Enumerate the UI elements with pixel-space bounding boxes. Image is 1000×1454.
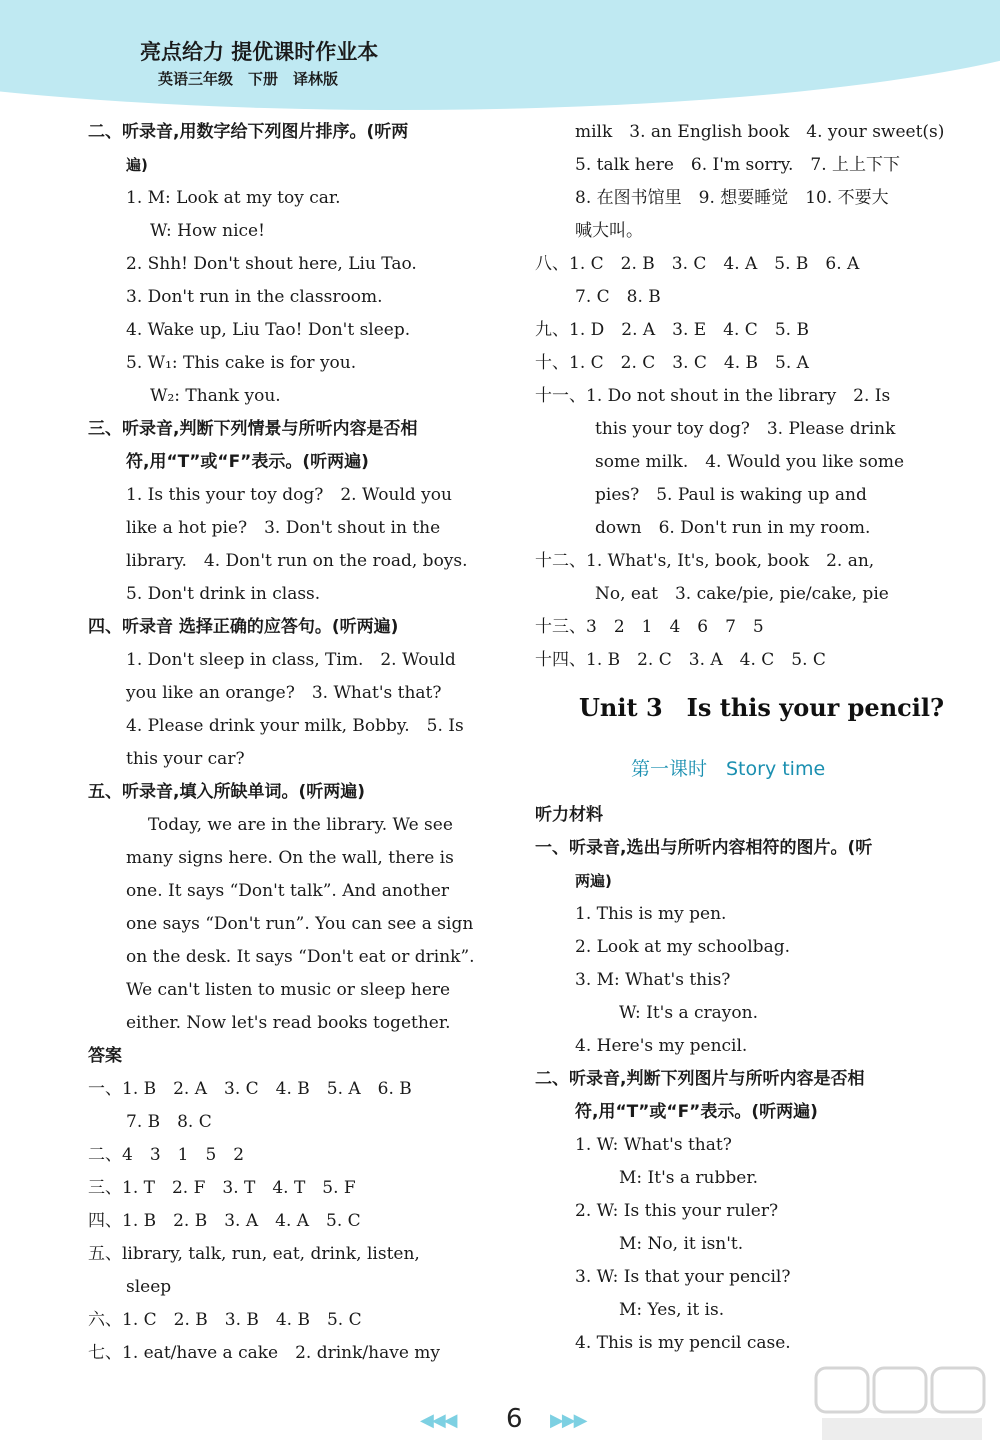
text-line: We can't listen to music or sleep here [126, 980, 451, 1000]
text-line: 一、1. B 2. A 3. C 4. B 5. A 6. B [88, 1079, 412, 1099]
text-line: sleep [126, 1277, 172, 1297]
text-line: library. 4. Don't run on the road, boys. [126, 551, 468, 571]
page-footer [420, 1404, 620, 1440]
text-line: 2. Look at my schoolbag. [575, 937, 790, 957]
text-line: 四、1. B 2. B 3. A 4. A 5. C [88, 1211, 361, 1231]
next-arrows-icon: ▶▶▶ [550, 1410, 586, 1431]
text-line: 5. Don't drink in class. [126, 584, 321, 604]
right-answers [535, 116, 947, 677]
text-line: W: How nice! [150, 221, 265, 241]
text-line: 1. W: What's that? [575, 1135, 732, 1155]
text-line: 1. This is my pen. [575, 904, 727, 924]
book-subtitle: 英语三年级 下册 译林版 [158, 70, 339, 88]
text-line: 三、1. T 2. F 3. T 4. T 5. F [88, 1178, 356, 1198]
book-title: 亮点给力 提优课时作业本 [140, 40, 379, 64]
text-line: 十二、1. What's, It's, book, book 2. an, [535, 551, 875, 571]
text-line: like a hot pie? 3. Don't shout in the [126, 518, 441, 538]
text-line: 1. Don't sleep in class, Tim. 2. Would [126, 650, 456, 670]
text-line: some milk. 4. Would you like some [595, 452, 905, 472]
text-line: 九、1. D 2. A 3. E 4. C 5. B [535, 320, 809, 340]
text-line: W₂: Thank you. [150, 386, 281, 406]
text-line: 符,用“T”或“F”表示。(听两遍) [575, 1102, 818, 1122]
right-listening-material [535, 799, 947, 1360]
text-line: 答案 [88, 1046, 122, 1066]
text-line: W: It's a crayon. [619, 1003, 758, 1023]
text-line: 5. talk here 6. I'm sorry. 7. 上上下下 [575, 155, 901, 175]
text-line: 听力材料 [535, 805, 603, 825]
text-line: 十四、1. B 2. C 3. A 4. C 5. C [535, 650, 826, 670]
text-line: milk 3. an English book 4. your sweet(s) [575, 122, 945, 142]
text-line: 两遍) [575, 872, 612, 890]
text-line: 十三、3 2 1 4 6 7 5 [535, 617, 764, 637]
text-line: 4. Here's my pencil. [575, 1036, 748, 1056]
text-line: many signs here. On the wall, there is [126, 848, 454, 868]
text-line: 四、听录音 选择正确的应答句。(听两遍) [88, 617, 399, 637]
text-line: 1. M: Look at my toy car. [126, 188, 341, 208]
text-line: 4. Please drink your milk, Bobby. 5. Is [126, 716, 464, 736]
text-line: 7. B 8. C [126, 1112, 212, 1132]
text-line: 喊大叫。 [575, 221, 643, 241]
text-line: No, eat 3. cake/pie, pie/cake, pie [595, 584, 889, 604]
text-line: 3. M: What's this? [575, 970, 731, 990]
text-line: 三、听录音,判断下列情景与所听内容是否相 [88, 419, 418, 439]
text-line: 3. Don't run in the classroom. [126, 287, 383, 307]
text-line: 六、1. C 2. B 3. B 4. B 5. C [88, 1310, 362, 1330]
text-line: 八、1. C 2. B 3. C 4. A 5. B 6. A [535, 254, 860, 274]
text-line: you like an orange? 3. What's that? [126, 683, 442, 703]
text-line: 二、听录音,判断下列图片与所听内容是否相 [535, 1069, 865, 1089]
text-line: 4. Wake up, Liu Tao! Don't sleep. [126, 320, 411, 340]
text-line: 五、听录音,填入所缺单词。(听两遍) [88, 782, 365, 802]
text-line: down 6. Don't run in my room. [595, 518, 871, 538]
text-line: this your car? [126, 749, 245, 769]
text-line: 符,用“T”或“F”表示。(听两遍) [126, 452, 369, 472]
unit-title: Unit 3 Is this your pencil? [579, 693, 945, 722]
text-line: 十、1. C 2. C 3. C 4. B 5. A [535, 353, 809, 373]
text-line: either. Now let's read books together. [126, 1013, 451, 1033]
text-line: 4. This is my pencil case. [575, 1333, 791, 1353]
left-column [88, 116, 498, 1370]
text-line: 7. C 8. B [575, 287, 661, 307]
text-line: one says “Don't run”. You can see a sign [126, 914, 474, 934]
text-line: pies? 5. Paul is waking up and [595, 485, 867, 505]
watermark-logo [812, 1364, 992, 1444]
text-line: 十一、1. Do not shout in the library 2. Is [535, 386, 891, 406]
text-line: M: It's a rubber. [619, 1168, 758, 1188]
text-line: Today, we are in the library. We see [148, 815, 453, 835]
prev-arrows-icon: ◀◀◀ [420, 1410, 456, 1431]
text-line: 七、1. eat/have a cake 2. drink/have my [88, 1343, 441, 1363]
right-column [535, 116, 947, 1360]
text-line: this your toy dog? 3. Please drink [595, 419, 896, 439]
text-line: 1. Is this your toy dog? 2. Would you [126, 485, 452, 505]
lesson-title: 第一课时 Story time [631, 758, 826, 780]
text-line: 遍) [126, 156, 148, 174]
text-line: 五、library, talk, run, eat, drink, listen, [88, 1244, 420, 1264]
text-line: M: No, it isn't. [619, 1234, 744, 1254]
text-line: 3. W: Is that your pencil? [575, 1267, 791, 1287]
text-line: M: Yes, it is. [619, 1300, 725, 1320]
text-line: 2. Shh! Don't shout here, Liu Tao. [126, 254, 417, 274]
text-line: 二、4 3 1 5 2 [88, 1145, 245, 1165]
text-line: 二、听录音,用数字给下列图片排序。(听两 [88, 122, 409, 142]
text-line: 5. W₁: This cake is for you. [126, 353, 357, 373]
text-line: 8. 在图书馆里 9. 想要睡觉 10. 不要大 [575, 188, 889, 208]
text-line: on the desk. It says “Don't eat or drink”. [126, 947, 475, 967]
page-number: 6 [506, 1404, 523, 1434]
text-line: 2. W: Is this your ruler? [575, 1201, 779, 1221]
text-line: one. It says “Don't talk”. And another [126, 881, 450, 901]
text-line: 一、听录音,选出与所听内容相符的图片。(听 [535, 838, 873, 858]
